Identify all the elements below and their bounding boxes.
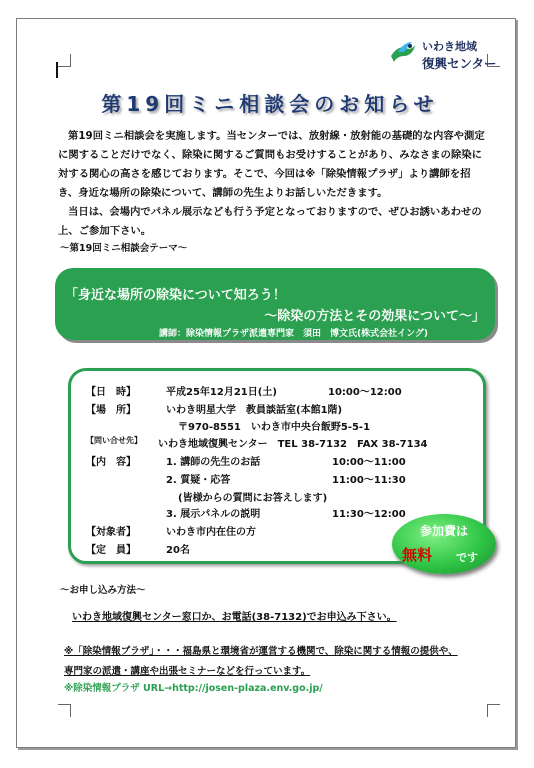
content-item-4: 3. 展示パネルの説明 bbox=[166, 509, 261, 520]
crop-mark-bottom-right bbox=[487, 704, 500, 717]
badge-free-text: 無料 bbox=[402, 546, 433, 564]
intro-text bbox=[58, 127, 488, 241]
text-cursor bbox=[56, 62, 58, 78]
note-line-2: 専門家の派遣・講座や出張セミナーなどを行っています。 bbox=[64, 666, 311, 677]
capacity-label: 【定 員】 bbox=[86, 545, 136, 556]
apply-text bbox=[72, 608, 397, 623]
crop-mark-top-left bbox=[58, 54, 71, 67]
plaza-url[interactable]: ※除染情報プラザ URL→http://josen-plaza.env.go.jp/ bbox=[64, 683, 323, 694]
content-item-4-time: 11:30～12:00 bbox=[332, 509, 406, 520]
logo-line-2: 復興センター bbox=[422, 56, 497, 71]
crop-mark-bottom-left bbox=[58, 704, 71, 717]
document-title: 第19回ミニ相談会のお知らせ bbox=[101, 92, 439, 116]
theme-box bbox=[55, 268, 495, 340]
apply-label: ～お申し込み方法～ bbox=[60, 585, 146, 596]
date-label: 【日 時】 bbox=[86, 387, 136, 398]
dove-logo-icon bbox=[388, 38, 418, 68]
theme-lecturer: 講師：除染情報プラザ派遣専門家 須田 博文氏(株式会社イング) bbox=[159, 329, 429, 339]
target-value: いわき市内在住の方 bbox=[166, 527, 256, 538]
contact-label: 【問い合せ先】 bbox=[86, 436, 142, 445]
date-time: 10:00～12:00 bbox=[328, 387, 402, 398]
target-label: 【対象者】 bbox=[86, 527, 136, 538]
contact-value: いわき地域復興センター TEL 38-7132 FAX 38-7134 bbox=[158, 439, 428, 450]
theme-main: 「身近な場所の除染について知ろう！ bbox=[65, 288, 286, 303]
date-value: 平成25年12月21日(土) bbox=[166, 387, 277, 398]
content-item-1: 1. 講師の先生のお話 bbox=[166, 457, 261, 468]
content-item-3: (皆様からの質問にお答えします) bbox=[178, 493, 328, 504]
badge-top-text: 参加費は bbox=[419, 524, 468, 538]
note-block bbox=[64, 642, 494, 682]
free-admission-badge bbox=[392, 514, 496, 574]
apply-instructions: いわき地域復興センター窓口か、お電話(38-7132)でお申込み下さい。 bbox=[72, 612, 397, 623]
logo-line-1: いわき地域 bbox=[422, 40, 477, 53]
content-item-2: 2. 質疑・応答 bbox=[166, 475, 231, 486]
place-value: いわき明星大学 教員談話室(本館1階) bbox=[166, 405, 343, 416]
place-address: 〒970-8551 いわき市中央台飯野5-5-1 bbox=[178, 422, 371, 433]
center-logo bbox=[388, 36, 508, 72]
intro-paragraph-2: 当日は、会場内でパネル展示なども行う予定となっておりますので、ぜひお誘いあわせの上、ご参加下さい。 bbox=[58, 206, 482, 237]
content-label: 【内 容】 bbox=[86, 457, 136, 468]
intro-paragraph-1: 第19回ミニ相談会を実施します。当センターでは、放射線・放射能の基礎的な内容や測定に関することだけでなく、除染に関するご質問もお受けすることがあり、みなさまの除染に対する関心の高さを感じております。そこで、今回は※「除染情報プラザ」より講師を招き、身近な場所の除染について、講師の先生よりお話しいただきます。 bbox=[58, 130, 485, 199]
content-item-2-time: 11:00～11:30 bbox=[332, 475, 406, 486]
capacity-value: 20名 bbox=[166, 545, 190, 556]
content-item-1-time: 10:00～11:00 bbox=[332, 457, 406, 468]
theme-sub: ～除染の方法とその効果について～」 bbox=[264, 309, 485, 324]
note-line-1: ※「除染情報プラザ」・・・福島県と環境省が運営する機関で、除染に関する情報の提供や、 bbox=[64, 646, 458, 657]
theme-label: ～第19回ミニ相談会テーマ～ bbox=[60, 243, 188, 254]
place-label: 【場 所】 bbox=[86, 405, 136, 416]
badge-suffix-text: です bbox=[456, 551, 478, 564]
